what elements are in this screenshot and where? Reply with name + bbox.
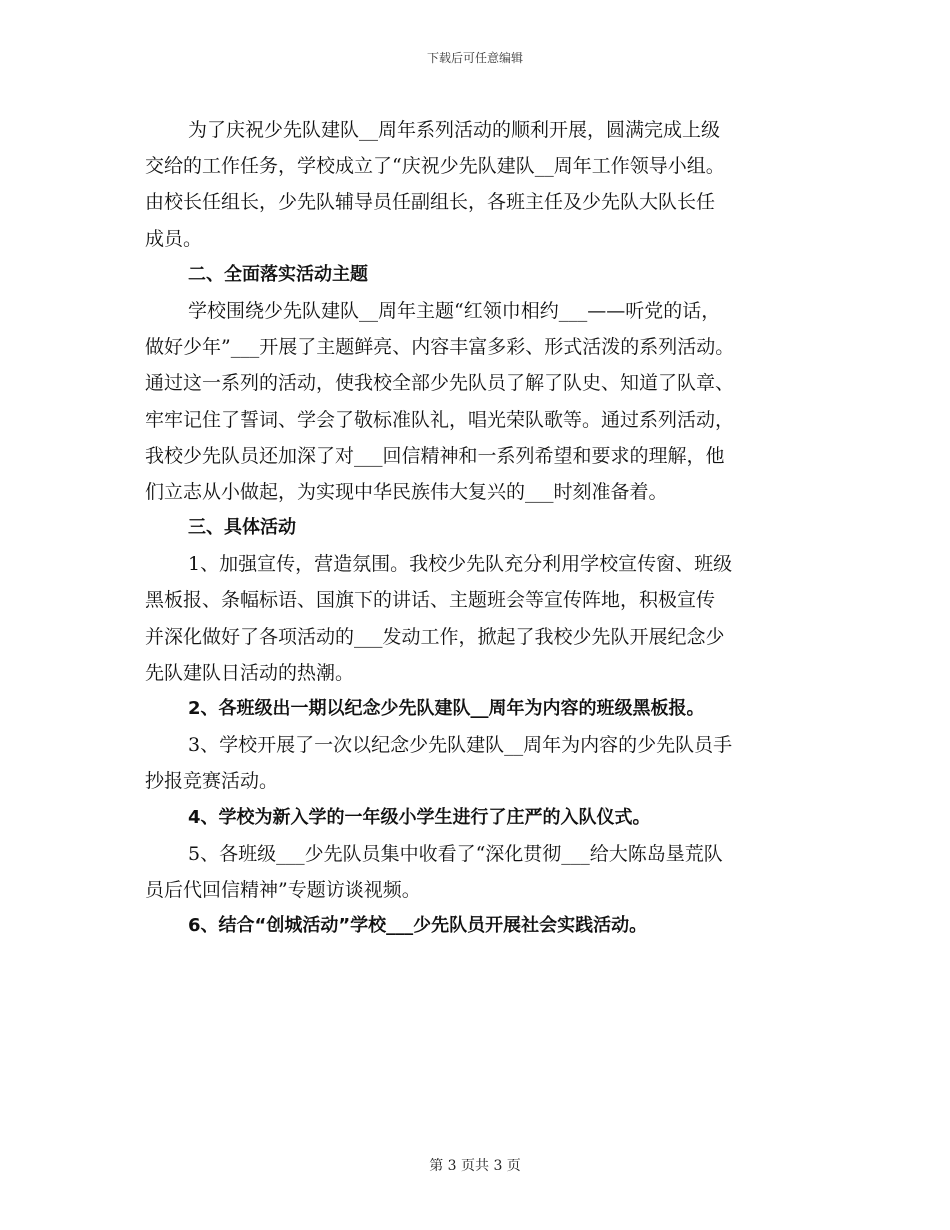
body-line: 为了庆祝少先队建队__周年系列活动的顺利开展，圆满完成上级 <box>188 119 721 141</box>
body-line: 先队建队日活动的热潮。 <box>145 661 355 684</box>
body-line: 并深化做好了各项活动的___发动工作，掀起了我校少先队开展纪念少 <box>145 625 725 648</box>
activity-item-bold: 2、各班级出一期以纪念少先队建队__周年为内容的班级黑板报。 <box>188 698 705 719</box>
body-line: 黑板报、条幅标语、国旗下的讲话、主题班会等宣传阵地，积极宣传 <box>145 589 716 612</box>
body-line: 交给的工作任务，学校成立了“庆祝少先队建队__周年工作领导小组。 <box>145 155 725 178</box>
document-body <box>145 112 825 944</box>
body-line: 牢牢记住了誓词、学会了敬标准队礼，唱光荣队歌等。通过系列活动， <box>145 408 735 431</box>
body-line: 们立志从小做起，为实现中华民族伟大复兴的___时刻准备着。 <box>145 480 668 503</box>
activity-item-bold: 6、结合“创城活动”学校___少先队员开展社会实践活动。 <box>188 915 648 937</box>
body-line: 我校少先队员还加深了对___回信精神和一系列希望和要求的理解，他 <box>145 444 725 467</box>
body-line: 通过这一系列的活动，使我校全部少先队员了解了队史、知道了队章、 <box>145 372 735 395</box>
body-line: 1、加强宣传，营造氛围。我校少先队充分利用学校宣传窗、班级 <box>188 553 733 576</box>
activity-item-bold: 4、学校为新入学的一年级小学生进行了庄严的入队仪式。 <box>188 806 651 828</box>
body-line: 员后代回信精神”专题访谈视频。 <box>145 878 421 901</box>
section-heading: 二、全面落实活动主题 <box>188 263 368 285</box>
body-line: 由校长任组长，少先队辅导员任副组长，各班主任及少先队大队长任 <box>145 191 716 214</box>
page-header: 下载后可任意编辑 <box>426 51 523 65</box>
body-line: 5、各班级___少先队员集中收看了“深化贯彻___给大陈岛垦荒队 <box>188 842 723 865</box>
body-line: 抄报竞赛活动。 <box>145 770 279 793</box>
body-line: 学校围绕少先队建队__周年主题“红领巾相约___——听党的话， <box>188 299 721 322</box>
body-line: 成员。 <box>145 227 203 250</box>
body-line: 3、学校开展了一次以纪念少先队建队__周年为内容的少先队员手 <box>188 734 733 757</box>
page-footer: 第 3 页共 3 页 <box>429 1158 521 1174</box>
section-heading: 三、具体活动 <box>188 517 296 539</box>
body-line: 做好少年”___开展了主题鲜亮、内容丰富多彩、形式活泼的系列活动。 <box>145 336 735 359</box>
